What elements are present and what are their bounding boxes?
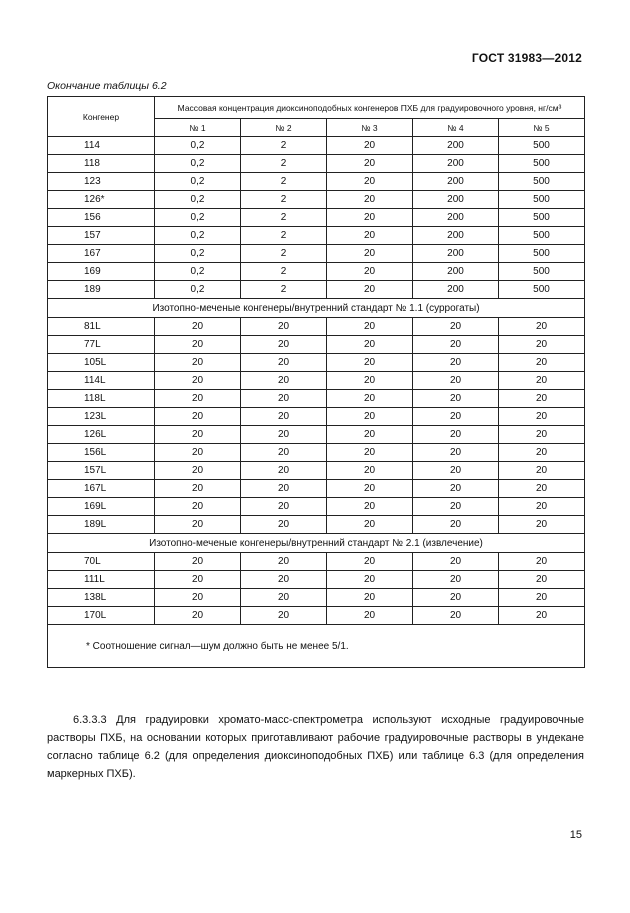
value-cell: 0,2 — [155, 281, 241, 299]
value-cell: 20 — [241, 444, 327, 462]
value-cell: 20 — [499, 336, 585, 354]
value-cell: 20 — [241, 354, 327, 372]
value-cell: 20 — [499, 372, 585, 390]
value-cell: 2 — [241, 209, 327, 227]
value-cell: 20 — [155, 607, 241, 625]
congener-cell: 189L — [48, 516, 155, 534]
congener-cell: 170L — [48, 607, 155, 625]
value-cell: 20 — [413, 336, 499, 354]
section-row — [48, 299, 585, 318]
congener-cell: 123L — [48, 408, 155, 426]
value-cell: 2 — [241, 191, 327, 209]
congener-cell: 169 — [48, 263, 155, 281]
value-cell: 20 — [413, 553, 499, 571]
value-cell: 20 — [327, 155, 413, 173]
value-cell: 20 — [499, 462, 585, 480]
value-cell: 20 — [241, 607, 327, 625]
congener-cell: 157L — [48, 462, 155, 480]
congener-cell: 138L — [48, 589, 155, 607]
value-cell: 20 — [413, 372, 499, 390]
value-cell: 20 — [327, 137, 413, 155]
footnote-row — [48, 625, 585, 668]
body-paragraph: 6.3.3.3 Для градуировки хромато-масс-спектрометра используют исходные градуировочные растворы ПХБ, на основании которых приготавливают рабочие градуировочные растворы в ундекане согласно таблице 6.2 (для определения диоксиноподобных ПХБ) или таблице 6.3 (для определения маркерных ПХБ). — [47, 714, 584, 780]
value-cell: 20 — [327, 553, 413, 571]
congener-cell: 167L — [48, 480, 155, 498]
value-cell: 200 — [413, 227, 499, 245]
congener-cell: 156 — [48, 209, 155, 227]
table-row — [48, 426, 585, 444]
value-cell: 200 — [413, 191, 499, 209]
table-row — [48, 263, 585, 281]
value-cell: 20 — [413, 444, 499, 462]
value-cell: 0,2 — [155, 245, 241, 263]
value-cell: 20 — [241, 372, 327, 390]
table-row — [48, 390, 585, 408]
value-cell: 20 — [155, 318, 241, 336]
value-cell: 20 — [327, 607, 413, 625]
value-cell: 20 — [155, 498, 241, 516]
value-cell: 20 — [413, 408, 499, 426]
congener-cell: 126L — [48, 426, 155, 444]
table-row — [48, 281, 585, 299]
level-header: № 5 — [499, 119, 585, 137]
value-cell: 2 — [241, 227, 327, 245]
level-header: № 3 — [327, 119, 413, 137]
table-row — [48, 408, 585, 426]
value-cell: 20 — [499, 571, 585, 589]
table-row — [48, 336, 585, 354]
table-row — [48, 462, 585, 480]
value-cell: 20 — [327, 462, 413, 480]
value-cell: 20 — [241, 553, 327, 571]
table-footnote: * Соотношение сигнал—шум должно быть не менее 5/1. — [48, 625, 585, 668]
value-cell: 20 — [155, 372, 241, 390]
table-row — [48, 589, 585, 607]
value-cell: 20 — [241, 516, 327, 534]
value-cell: 0,2 — [155, 209, 241, 227]
congener-cell: 118L — [48, 390, 155, 408]
value-cell: 20 — [327, 318, 413, 336]
value-cell: 20 — [499, 480, 585, 498]
value-cell: 500 — [499, 155, 585, 173]
value-cell: 500 — [499, 227, 585, 245]
value-cell: 20 — [327, 444, 413, 462]
congener-cell: 189 — [48, 281, 155, 299]
congener-cell: 111L — [48, 571, 155, 589]
level-header: № 2 — [241, 119, 327, 137]
table-row — [48, 173, 585, 191]
value-cell: 200 — [413, 137, 499, 155]
value-cell: 2 — [241, 263, 327, 281]
value-cell: 20 — [241, 390, 327, 408]
value-cell: 200 — [413, 209, 499, 227]
table-row — [48, 571, 585, 589]
value-cell: 0,2 — [155, 263, 241, 281]
value-cell: 2 — [241, 155, 327, 173]
value-cell: 20 — [499, 444, 585, 462]
table-row — [48, 191, 585, 209]
value-cell: 20 — [413, 589, 499, 607]
congener-table — [47, 96, 585, 668]
table-body — [48, 137, 585, 668]
congener-cell: 123 — [48, 173, 155, 191]
value-cell: 20 — [413, 354, 499, 372]
value-cell: 20 — [241, 480, 327, 498]
value-cell: 20 — [327, 408, 413, 426]
value-cell: 20 — [155, 426, 241, 444]
value-cell: 20 — [241, 462, 327, 480]
value-cell: 20 — [327, 281, 413, 299]
value-cell: 20 — [241, 318, 327, 336]
value-cell: 20 — [155, 336, 241, 354]
value-cell: 20 — [241, 571, 327, 589]
congener-cell: 157 — [48, 227, 155, 245]
value-cell: 20 — [499, 390, 585, 408]
value-cell: 20 — [241, 426, 327, 444]
value-cell: 20 — [499, 516, 585, 534]
value-cell: 20 — [499, 318, 585, 336]
value-cell: 20 — [155, 462, 241, 480]
value-cell: 20 — [499, 426, 585, 444]
value-cell: 0,2 — [155, 227, 241, 245]
value-cell: 20 — [327, 263, 413, 281]
table-row — [48, 372, 585, 390]
value-cell: 20 — [413, 607, 499, 625]
table-row — [48, 227, 585, 245]
value-cell: 0,2 — [155, 137, 241, 155]
value-cell: 500 — [499, 137, 585, 155]
value-cell: 20 — [327, 227, 413, 245]
congener-cell: 70L — [48, 553, 155, 571]
value-cell: 500 — [499, 173, 585, 191]
value-cell: 200 — [413, 173, 499, 191]
value-cell: 20 — [241, 336, 327, 354]
level-header: № 1 — [155, 119, 241, 137]
table-row — [48, 137, 585, 155]
page-number: 15 — [569, 829, 582, 841]
standard-number: ГОСТ 31983—2012 — [471, 51, 582, 65]
value-cell: 2 — [241, 281, 327, 299]
value-cell: 500 — [499, 209, 585, 227]
table-row — [48, 516, 585, 534]
value-cell: 20 — [327, 245, 413, 263]
value-cell: 0,2 — [155, 191, 241, 209]
value-cell: 20 — [327, 191, 413, 209]
value-cell: 20 — [327, 372, 413, 390]
value-cell: 20 — [327, 426, 413, 444]
concentration-header: Массовая концентрация диоксиноподобных конгенеров ПХБ для градуировочного уровня, нг/см³ — [155, 97, 585, 119]
congener-cell: 156L — [48, 444, 155, 462]
table-row — [48, 354, 585, 372]
value-cell: 500 — [499, 263, 585, 281]
value-cell: 20 — [413, 571, 499, 589]
value-cell: 20 — [327, 571, 413, 589]
congener-cell: 105L — [48, 354, 155, 372]
congener-cell: 126* — [48, 191, 155, 209]
value-cell: 20 — [413, 498, 499, 516]
section-row — [48, 534, 585, 553]
table-row — [48, 444, 585, 462]
congener-column-header: Конгенер — [48, 97, 155, 137]
value-cell: 20 — [155, 408, 241, 426]
table-row — [48, 209, 585, 227]
value-cell: 20 — [499, 607, 585, 625]
value-cell: 20 — [327, 498, 413, 516]
value-cell: 20 — [413, 516, 499, 534]
value-cell: 200 — [413, 245, 499, 263]
table-row — [48, 480, 585, 498]
table-row — [48, 318, 585, 336]
congener-cell: 114L — [48, 372, 155, 390]
value-cell: 20 — [499, 498, 585, 516]
value-cell: 20 — [155, 571, 241, 589]
table-row — [48, 553, 585, 571]
congener-cell: 114 — [48, 137, 155, 155]
congener-cell: 169L — [48, 498, 155, 516]
value-cell: 20 — [241, 498, 327, 516]
value-cell: 2 — [241, 173, 327, 191]
value-cell: 20 — [499, 553, 585, 571]
value-cell: 20 — [413, 390, 499, 408]
value-cell: 20 — [499, 354, 585, 372]
table-row — [48, 498, 585, 516]
value-cell: 20 — [413, 318, 499, 336]
value-cell: 20 — [327, 209, 413, 227]
value-cell: 20 — [155, 390, 241, 408]
value-cell: 500 — [499, 281, 585, 299]
congener-cell: 118 — [48, 155, 155, 173]
value-cell: 20 — [327, 516, 413, 534]
value-cell: 20 — [327, 589, 413, 607]
table-caption: Окончание таблицы 6.2 — [47, 80, 167, 92]
congener-cell: 77L — [48, 336, 155, 354]
section-title: Изотопно-меченые конгенеры/внутренний стандарт № 2.1 (извлечение) — [48, 534, 585, 553]
value-cell: 20 — [413, 426, 499, 444]
value-cell: 200 — [413, 281, 499, 299]
value-cell: 200 — [413, 155, 499, 173]
value-cell: 2 — [241, 137, 327, 155]
value-cell: 20 — [155, 444, 241, 462]
value-cell: 500 — [499, 245, 585, 263]
value-cell: 20 — [499, 408, 585, 426]
value-cell: 20 — [327, 336, 413, 354]
value-cell: 20 — [413, 462, 499, 480]
value-cell: 20 — [155, 589, 241, 607]
value-cell: 20 — [155, 553, 241, 571]
level-header: № 4 — [413, 119, 499, 137]
value-cell: 2 — [241, 245, 327, 263]
value-cell: 20 — [499, 589, 585, 607]
congener-cell: 81L — [48, 318, 155, 336]
table-row — [48, 607, 585, 625]
value-cell: 20 — [327, 354, 413, 372]
value-cell: 0,2 — [155, 155, 241, 173]
section-title: Изотопно-меченые конгенеры/внутренний стандарт № 1.1 (суррогаты) — [48, 299, 585, 318]
table-row — [48, 245, 585, 263]
value-cell: 20 — [241, 408, 327, 426]
value-cell: 0,2 — [155, 173, 241, 191]
value-cell: 20 — [155, 480, 241, 498]
value-cell: 20 — [327, 390, 413, 408]
congener-cell: 167 — [48, 245, 155, 263]
value-cell: 200 — [413, 263, 499, 281]
value-cell: 20 — [413, 480, 499, 498]
table-row — [48, 155, 585, 173]
value-cell: 20 — [155, 354, 241, 372]
value-cell: 20 — [327, 173, 413, 191]
value-cell: 20 — [155, 516, 241, 534]
value-cell: 20 — [327, 480, 413, 498]
value-cell: 20 — [241, 589, 327, 607]
value-cell: 500 — [499, 191, 585, 209]
